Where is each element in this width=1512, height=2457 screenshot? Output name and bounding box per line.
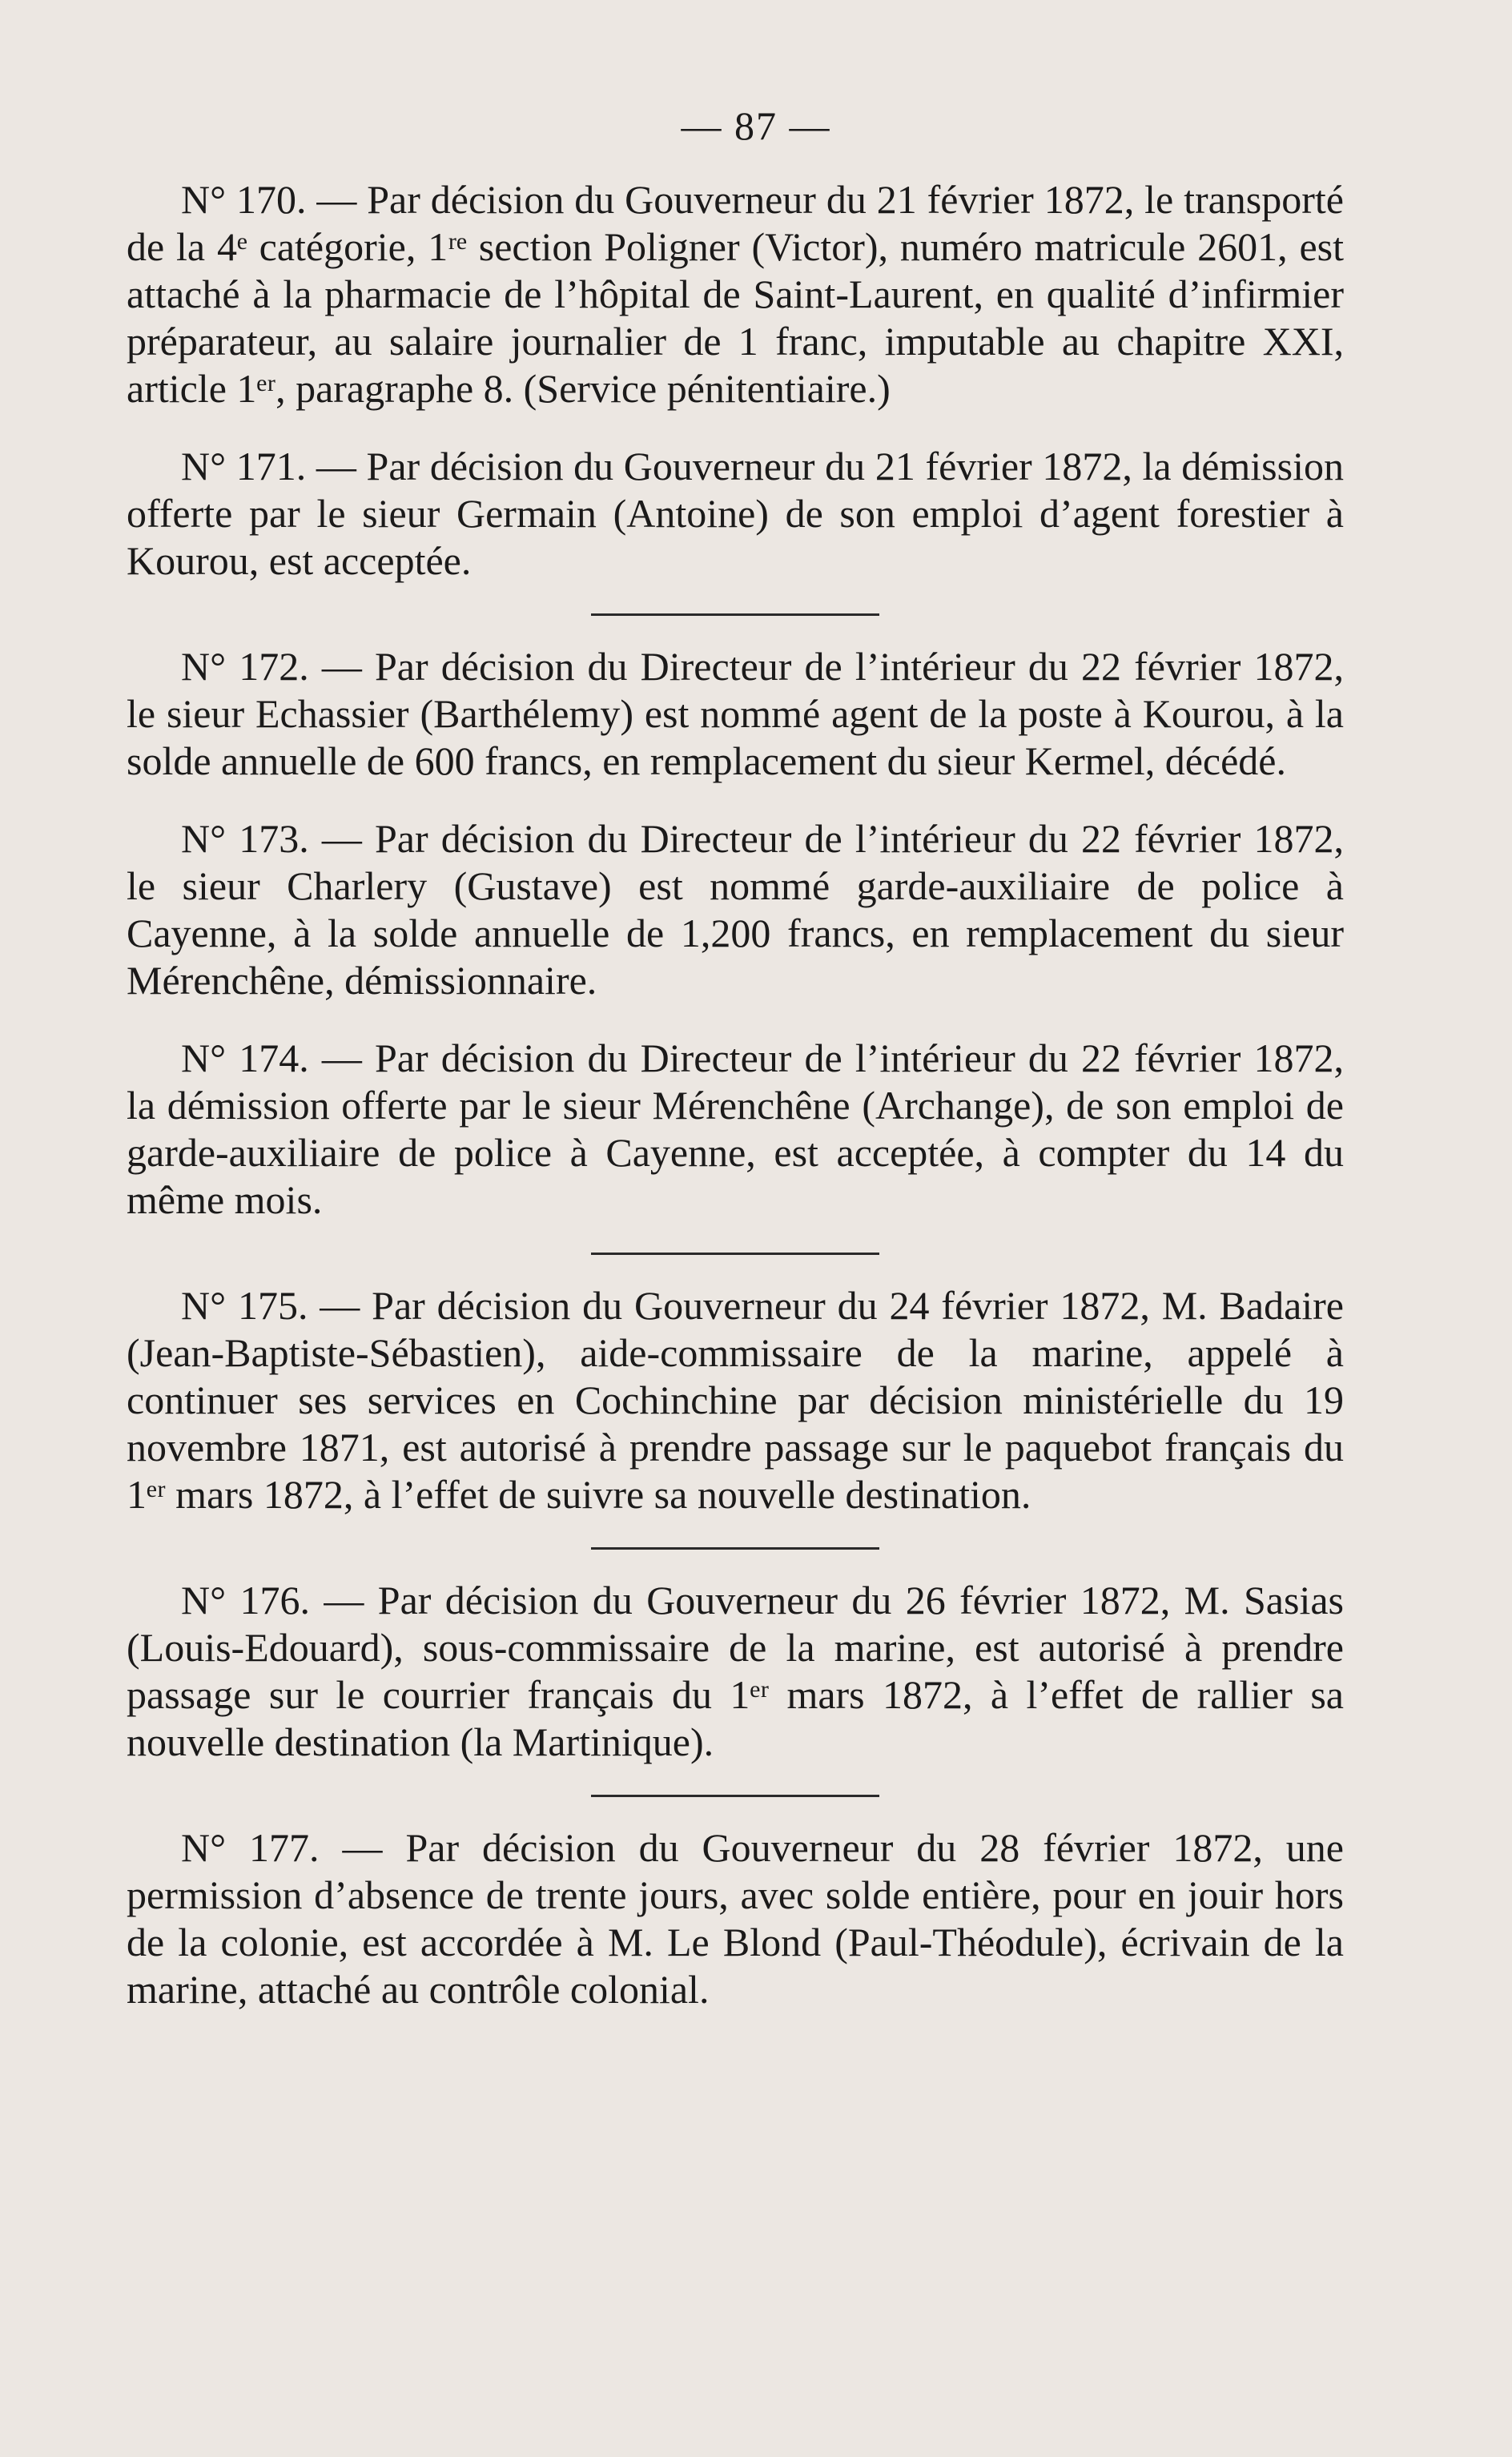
separator-rule [591, 1253, 879, 1255]
entry-176: N° 176. — Par décision du Gouverneur du 26 février 1872, M. Sasias (Louis-Edouard), sous-commissaire de la marine, est autorisé à prendre passage sur le courrier français du 1ᵉʳ mars 1872, à l’effet de rallier sa nouvelle destination (la Martinique). [127, 1578, 1344, 1764]
separator-rule [591, 1795, 879, 1797]
entry-175: N° 175. — Par décision du Gouverneur du 24 février 1872, M. Badaire (Jean-Baptiste-Sébastien), aide-commissaire de la marine, appelé à continuer ses services en Cochinchine par décision ministérielle du 19 novembre 1871, est autorisé à prendre passage sur le paquebot français du 1ᵉʳ mars 1872, à l’effet de suivre sa nouvelle destination. [127, 1283, 1344, 1517]
text-body [127, 176, 1344, 2013]
page-number: — 87 — [681, 103, 831, 148]
separator-rule [591, 613, 879, 616]
entry-172: N° 172. — Par décision du Directeur de l’intérieur du 22 février 1872, le sieur Echassier (Barthélemy) est nommé agent de la poste à Kourou, à la solde annuelle de 600 francs, en remplacement du sieur Kermel, décédé. [127, 644, 1344, 783]
entry-170: N° 170. — Par décision du Gouverneur du 21 février 1872, le transporté de la 4ᵉ catégorie, 1ʳᵉ section Poligner (Victor), numéro matricule 2601, est attaché à la pharmacie de l’hôpital de Saint-Laurent, en qualité d’infirmier préparateur, au salaire journalier de 1 franc, imputable au chapitre XXI, article 1ᵉʳ, paragraphe 8. (Service pénitentiaire.) [127, 177, 1344, 411]
separator-rule [591, 1547, 879, 1550]
entry-171: N° 171. — Par décision du Gouverneur du 21 février 1872, la démission offerte par le sieur Germain (Antoine) de son emploi d’agent forestier à Kourou, est acceptée. [127, 444, 1344, 583]
entry-177: N° 177. — Par décision du Gouverneur du 28 février 1872, une permission d’absence de trente jours, avec solde entière, pour en jouir hors de la colonie, est accordée à M. Le Blond (Paul-Théodule), écrivain de la marine, attaché au contrôle colonial. [127, 1825, 1344, 2012]
entry-173: N° 173. — Par décision du Directeur de l’intérieur du 22 février 1872, le sieur Charlery (Gustave) est nommé garde-auxiliaire de police à Cayenne, à la solde annuelle de 1,200 francs, en remplacement du sieur Mérenchêne, démissionnaire. [127, 816, 1344, 1003]
entry-174: N° 174. — Par décision du Directeur de l’intérieur du 22 février 1872, la démission offerte par le sieur Mérenchêne (Archange), de son emploi de garde-auxiliaire de police à Cayenne, est acceptée, à compter du 14 du même mois. [127, 1035, 1344, 1222]
